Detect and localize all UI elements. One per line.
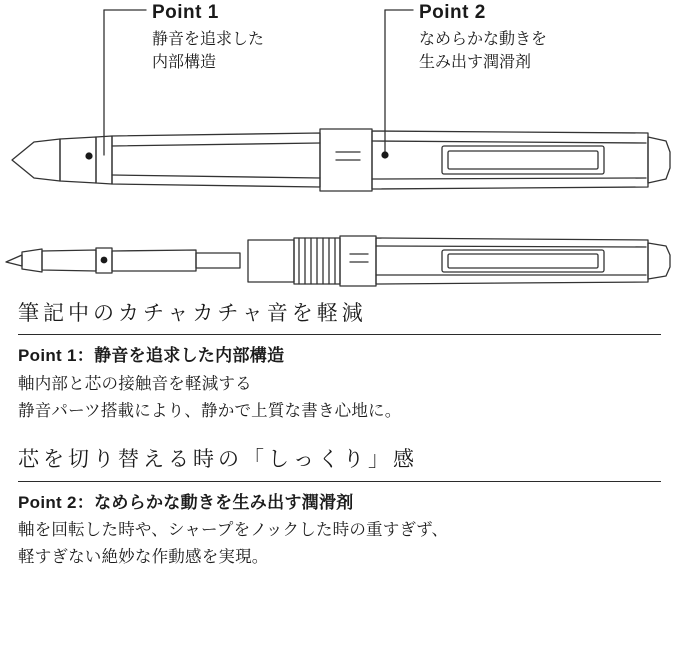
leader-line-point-2	[385, 10, 413, 155]
callout-point-1	[152, 2, 264, 74]
callout-point-2-title: Point 2	[419, 2, 486, 23]
leader-line-point-1	[104, 10, 146, 155]
point-1-marker-internal	[101, 257, 108, 264]
product-diagram	[0, 0, 679, 300]
section-spacer	[0, 424, 679, 446]
point-1-marker	[85, 152, 92, 159]
spring-coil	[294, 238, 340, 284]
callout-point-2	[419, 2, 547, 74]
point-2-marker	[381, 151, 388, 158]
callout-point-1-title: Point 1	[152, 2, 219, 23]
feature-section-1-heading: 筆記中のカチャカチャ音を軽減	[18, 300, 661, 335]
pen-illustration	[0, 0, 679, 300]
feature-section-1	[0, 300, 679, 424]
pen-internals	[6, 236, 670, 286]
callout-point-1-line-1: 静音を追求した	[152, 30, 265, 48]
feature-section-2-line-1: 軸を回転した時や、シャープをノックした時の重すぎず、	[18, 521, 449, 540]
feature-section-1-line-2: 静音パーツ搭載により、静かで上質な書き心地に。	[18, 401, 402, 420]
feature-section-2-heading: 芯を切り替える時の「しっくり」感	[18, 446, 661, 481]
feature-text-block	[0, 300, 679, 570]
feature-section-1-line-1: 軸内部と芯の接触音を軽減する	[18, 374, 252, 393]
callout-point-2-line-1: なめらかな動きを	[419, 30, 548, 48]
feature-section-1-point: Point 1：静音を追求した内部構造	[18, 346, 285, 366]
callout-point-2-line-2: 生み出す潤滑剤	[419, 53, 532, 71]
pen-exterior	[12, 129, 670, 191]
feature-section-2-line-2: 軽すぎない絶妙な作動感を実現。	[18, 547, 269, 566]
callout-point-1-line-2: 内部構造	[152, 53, 217, 71]
feature-section-2	[0, 446, 679, 570]
feature-section-2-point: Point 2：なめらかな動きを生み出す潤滑剤	[18, 492, 354, 512]
